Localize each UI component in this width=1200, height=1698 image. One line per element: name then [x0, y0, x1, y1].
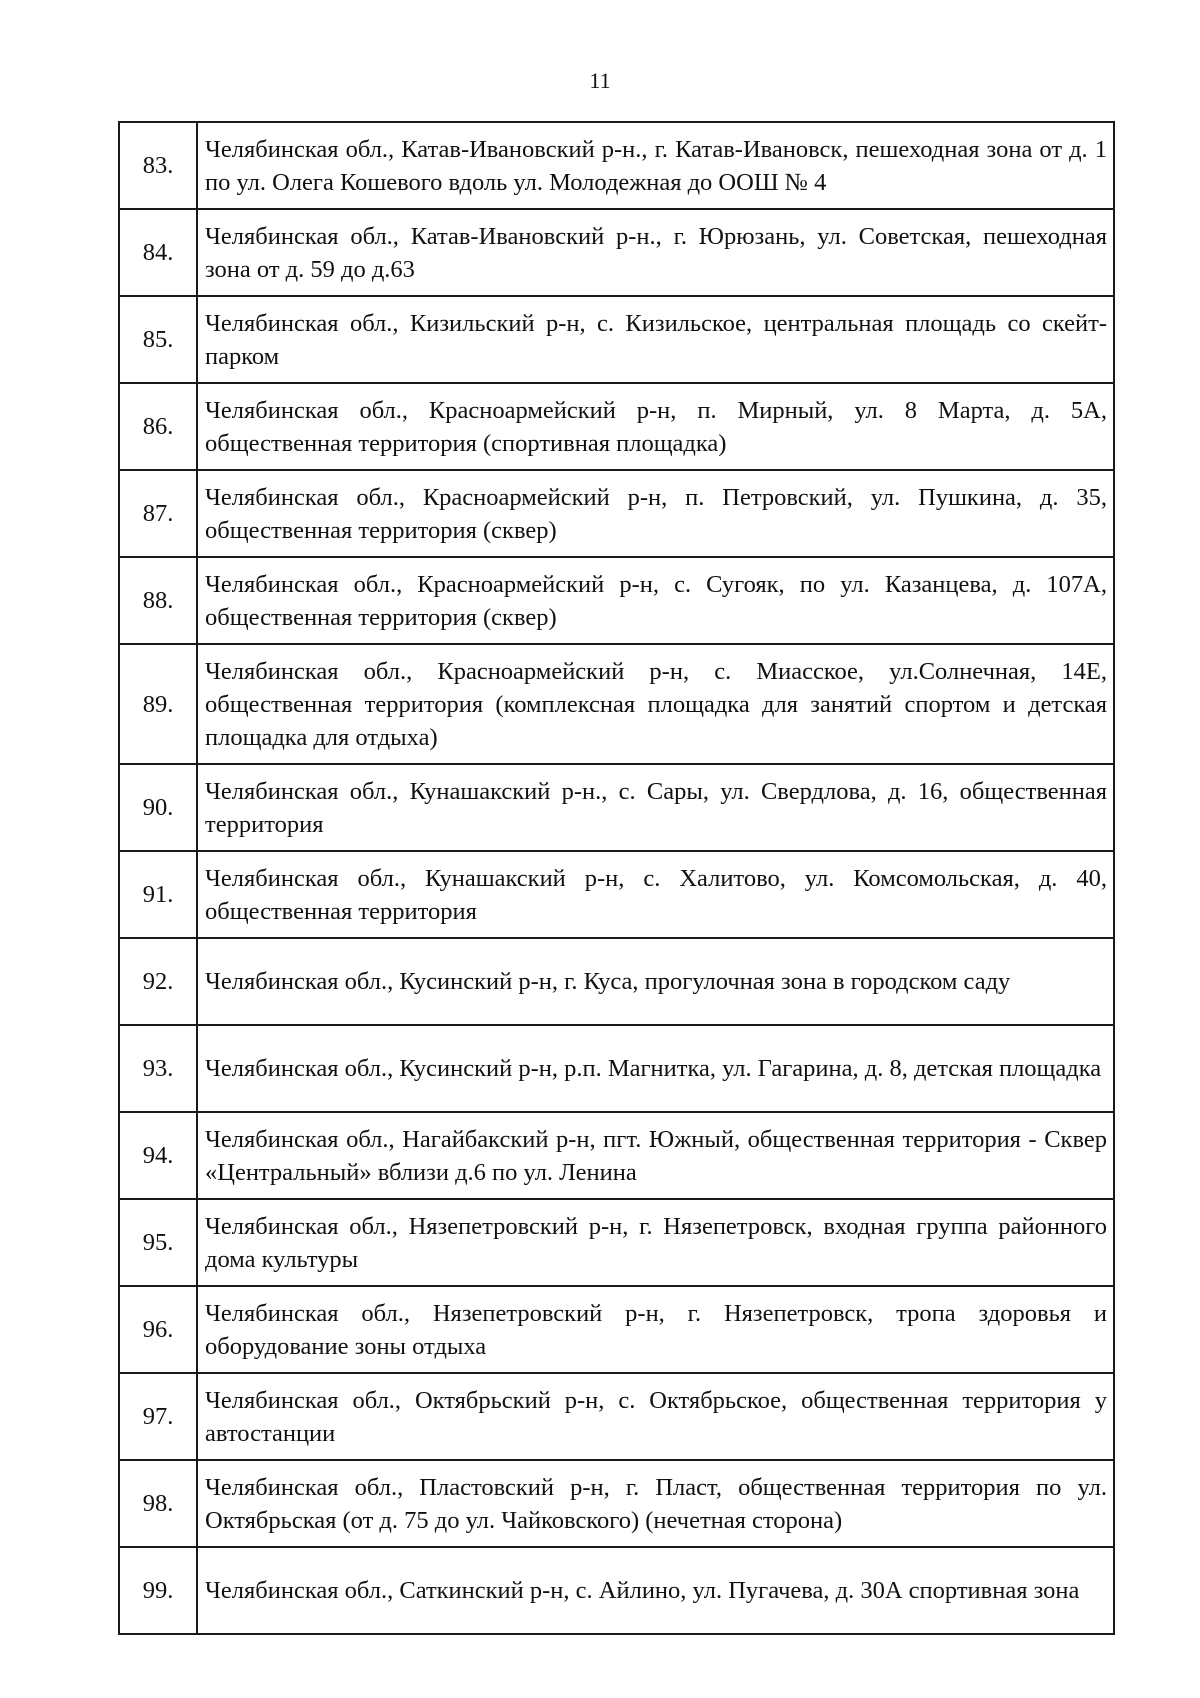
row-address: Челябинская обл., Нязепетровский р-н, г. Нязепетровск, входная группа районного дома культуры — [197, 1199, 1114, 1286]
row-address: Челябинская обл., Кусинский р-н, г. Куса, прогулочная зона в городском саду — [197, 938, 1114, 1025]
table-row — [119, 851, 1114, 938]
row-number: 86. — [119, 383, 197, 470]
row-address: Челябинская обл., Красноармейский р-н, п. Мирный, ул. 8 Марта, д. 5А, общественная территория (спортивная площадка) — [197, 383, 1114, 470]
table-row — [119, 470, 1114, 557]
row-number: 85. — [119, 296, 197, 383]
row-number: 84. — [119, 209, 197, 296]
page-number: 11 — [589, 68, 611, 93]
row-address: Челябинская обл., Октябрьский р-н, с. Октябрьское, общественная территория у автостанции — [197, 1373, 1114, 1460]
row-number: 98. — [119, 1460, 197, 1547]
row-number: 95. — [119, 1199, 197, 1286]
row-address: Челябинская обл., Нагайбакский р-н, пгт. Южный, общественная территория - Сквер «Центральный» вблизи д.6 по ул. Ленина — [197, 1112, 1114, 1199]
row-number: 89. — [119, 644, 197, 764]
table-row — [119, 1286, 1114, 1373]
row-number: 93. — [119, 1025, 197, 1112]
row-address: Челябинская обл., Кусинский р-н, р.п. Магнитка, ул. Гагарина, д. 8, детская площадка — [197, 1025, 1114, 1112]
row-address: Челябинская обл., Катав-Ивановский р-н., г. Юрюзань, ул. Советская, пешеходная зона от д. 59 до д.63 — [197, 209, 1114, 296]
row-number: 97. — [119, 1373, 197, 1460]
table-row — [119, 209, 1114, 296]
table-row — [119, 1460, 1114, 1547]
row-number: 87. — [119, 470, 197, 557]
row-number: 91. — [119, 851, 197, 938]
table-row — [119, 557, 1114, 644]
table-row — [119, 122, 1114, 209]
row-address: Челябинская обл., Красноармейский р-н, с. Миасское, ул.Солнечная, 14Е, общественная территория (комплексная площадка для занятий спортом и детская площадка для отдыха) — [197, 644, 1114, 764]
row-address: Челябинская обл., Пластовский р-н, г. Пласт, общественная территория по ул. Октябрьская (от д. 75 до ул. Чайковского) (нечетная сторона) — [197, 1460, 1114, 1547]
row-number: 90. — [119, 764, 197, 851]
row-address: Челябинская обл., Красноармейский р-н, п. Петровский, ул. Пушкина, д. 35, общественная территория (сквер) — [197, 470, 1114, 557]
row-number: 88. — [119, 557, 197, 644]
row-address: Челябинская обл., Саткинский р-н, с. Айлино, ул. Пугачева, д. 30А спортивная зона — [197, 1547, 1114, 1634]
table-row — [119, 938, 1114, 1025]
row-address: Челябинская обл., Кизильский р-н, с. Кизильское, центральная площадь со скейт-парком — [197, 296, 1114, 383]
table-row — [119, 1547, 1114, 1634]
row-address: Челябинская обл., Красноармейский р-н, с. Сугояк, по ул. Казанцева, д. 107А, общественная территория (сквер) — [197, 557, 1114, 644]
row-number: 83. — [119, 122, 197, 209]
table-row — [119, 383, 1114, 470]
row-number: 96. — [119, 1286, 197, 1373]
table-row — [119, 1199, 1114, 1286]
table-row — [119, 644, 1114, 764]
row-address: Челябинская обл., Катав-Ивановский р-н., г. Катав-Ивановск, пешеходная зона от д. 1 по ул. Олега Кошевого вдоль ул. Молодежная до ООШ № 4 — [197, 122, 1114, 209]
row-number: 94. — [119, 1112, 197, 1199]
table-row — [119, 1025, 1114, 1112]
row-number: 99. — [119, 1547, 197, 1634]
table-row — [119, 764, 1114, 851]
row-number: 92. — [119, 938, 197, 1025]
table-row — [119, 1373, 1114, 1460]
objects-table — [118, 121, 1115, 1635]
row-address: Челябинская обл., Кунашакский р-н., с. Сары, ул. Свердлова, д. 16, общественная территория — [197, 764, 1114, 851]
row-address: Челябинская обл., Нязепетровский р-н, г. Нязепетровск, тропа здоровья и оборудование зоны отдыха — [197, 1286, 1114, 1373]
row-address: Челябинская обл., Кунашакский р-н, с. Халитово, ул. Комсомольская, д. 40, общественная территория — [197, 851, 1114, 938]
table-row — [119, 296, 1114, 383]
table-row — [119, 1112, 1114, 1199]
